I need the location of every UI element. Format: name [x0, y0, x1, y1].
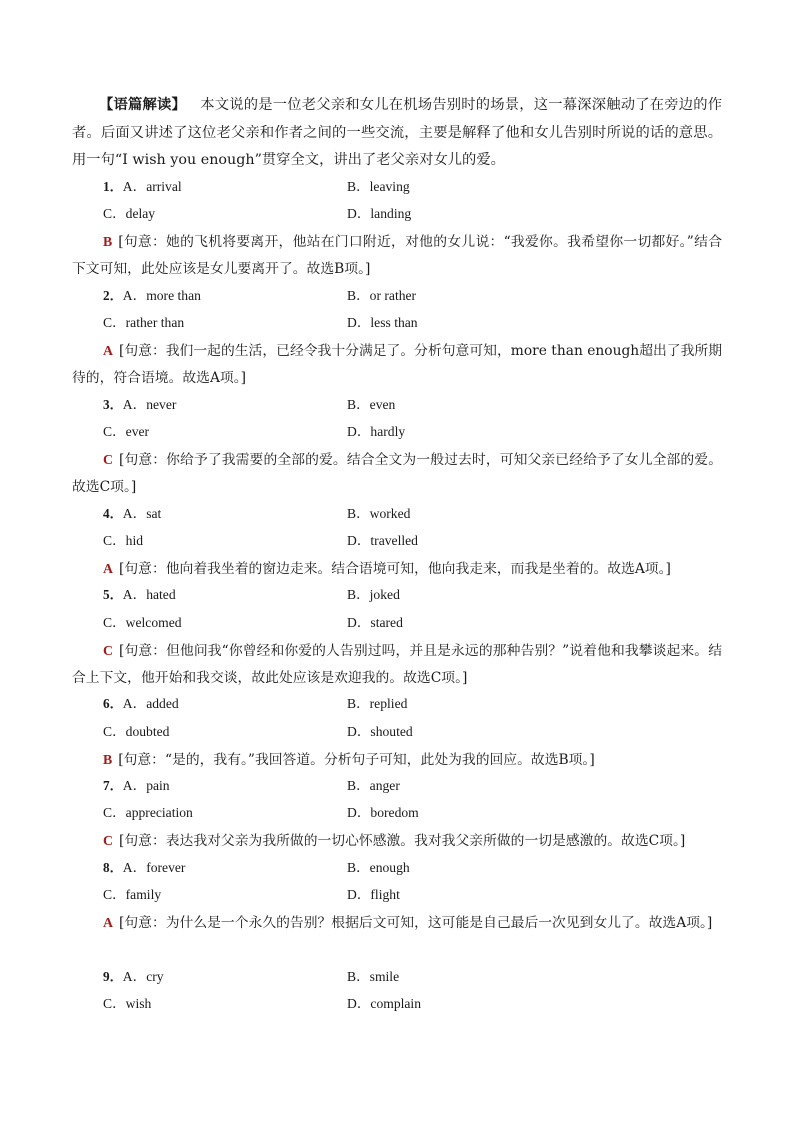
q4-option-c-text: C．hid — [103, 533, 144, 548]
q9-option-d — [347, 994, 421, 1015]
q6-explanation: [句意：“是的，我有。”我回答道。分析句子可知，此处为我的回应。故选B项。] — [118, 752, 595, 768]
q9-option-b — [347, 967, 399, 988]
q4-option-b — [347, 504, 410, 525]
q1-option-b — [347, 177, 410, 198]
q3-answer — [72, 446, 722, 502]
q4-explanation: [句意：他向着我坐着的窗边走来。结合语境可知，他向我走来，而我是坐着的。故选A项。] — [118, 561, 671, 577]
q7-option-d — [347, 803, 419, 824]
q8-option-b-text: B．enough — [347, 860, 410, 875]
summary-heading: 【语篇解读】 — [99, 97, 186, 113]
q2-answer-letter: A — [103, 343, 113, 358]
q5-option-b — [347, 585, 400, 606]
q5-options-row-1 — [103, 585, 176, 606]
q1-option-c-text: C．delay — [103, 206, 156, 221]
q5-option-b-text: B．joked — [347, 587, 400, 602]
q3-option-d — [347, 422, 405, 443]
q8-option-d-text: D．flight — [347, 887, 400, 902]
q2-option-b-text: B．or rather — [347, 288, 417, 303]
q5-number: 5． — [103, 587, 123, 602]
q8-explanation: [句意：为什么是一个永久的告别？根据后文可知，这可能是自己最后一次见到女儿了。故选A项。] — [118, 915, 713, 931]
q4-answer-letter: A — [103, 561, 113, 576]
q4-answer — [72, 555, 722, 583]
q7-answer-letter: C — [103, 833, 113, 848]
q8-answer-letter: A — [103, 915, 113, 930]
q2-option-d — [347, 313, 418, 334]
q4-options-row-1 — [103, 504, 161, 525]
q6-option-c — [103, 722, 169, 743]
q8-option-a: A．forever — [122, 860, 186, 875]
q9-number: 9． — [103, 969, 123, 984]
q7-explanation: [句意：表达我对父亲为我所做的一切心怀感激。我对我父亲所做的一切是感激的。故选C项。] — [118, 833, 686, 849]
q6-option-d — [347, 722, 413, 743]
q9-option-b-text: B．smile — [347, 969, 400, 984]
q3-option-a: A．never — [122, 397, 177, 412]
q9-options-row-1 — [103, 967, 164, 988]
q4-option-d-text: D．travelled — [347, 533, 418, 548]
q1-options-row-1 — [103, 177, 182, 198]
q9-option-d-text: D．complain — [347, 996, 421, 1011]
q7-answer — [72, 827, 722, 855]
q1-option-c — [103, 204, 155, 225]
q3-options-row-1 — [103, 395, 176, 416]
q4-option-c — [103, 531, 143, 552]
q5-explanation: [句意：但他问我“你曾经和你爱的人告别过吗，并且是永远的那种告别？”说着他和我攀谈起来。结合上下文，他开始和我交谈，故此处应该是欢迎我的。故选C项。] — [72, 643, 722, 687]
q5-option-a: A．hated — [122, 587, 176, 602]
q1-answer — [72, 228, 722, 284]
q1-option-d-text: D．landing — [347, 206, 412, 221]
q2-answer — [72, 337, 722, 393]
q6-option-b — [347, 694, 407, 715]
q7-options-row-1 — [103, 776, 170, 797]
q3-answer-letter: C — [103, 452, 113, 467]
q7-number: 7． — [103, 778, 123, 793]
q8-option-b — [347, 858, 410, 879]
q5-option-d-text: D．stared — [347, 615, 403, 630]
q3-explanation: [句意：你给予了我需要的全部的爱。结合全文为一般过去时，可知父亲已经给予了女儿全部的爱。故选C项。] — [72, 452, 722, 496]
q7-option-c — [103, 803, 193, 824]
q8-answer — [72, 909, 722, 937]
q1-option-d — [347, 204, 411, 225]
q3-option-b-text: B．even — [347, 397, 396, 412]
q6-options-row-1 — [103, 694, 179, 715]
q5-option-c-text: C．welcomed — [103, 615, 182, 630]
q8-option-d — [347, 885, 400, 906]
q8-option-c-text: C．family — [103, 887, 162, 902]
q5-answer — [72, 637, 722, 693]
q2-option-d-text: D．less than — [347, 315, 418, 330]
q2-option-c — [103, 313, 184, 334]
q6-option-b-text: B．replied — [347, 696, 408, 711]
q7-option-b — [347, 776, 400, 797]
q7-option-c-text: C．appreciation — [103, 805, 193, 820]
q6-answer — [72, 746, 722, 774]
q2-options-row-1 — [103, 286, 201, 307]
q9-option-a: A．cry — [122, 969, 164, 984]
q6-number: 6． — [103, 696, 123, 711]
q4-number: 4． — [103, 506, 123, 521]
q7-option-d-text: D．boredom — [347, 805, 419, 820]
q5-option-c — [103, 613, 182, 634]
q6-option-d-text: D．shouted — [347, 724, 413, 739]
q2-option-a: A．more than — [122, 288, 201, 303]
q3-option-d-text: D．hardly — [347, 424, 406, 439]
q1-option-a: A．arrival — [122, 179, 182, 194]
q6-answer-letter: B — [103, 752, 113, 767]
q3-number: 3． — [103, 397, 123, 412]
q5-option-d — [347, 613, 403, 634]
q6-option-c-text: C．doubted — [103, 724, 170, 739]
q3-option-c — [103, 422, 149, 443]
passage-summary — [72, 92, 722, 175]
q2-explanation: [句意：我们一起的生活，已经令我十分满足了。分析句意可知，more than enough超出了我所期待的，符合语境。故选A项。] — [72, 343, 722, 387]
q9-option-c — [103, 994, 151, 1015]
q7-option-b-text: B．anger — [347, 778, 400, 793]
q9-option-c-text: C．wish — [103, 996, 152, 1011]
q1-answer-letter: B — [103, 234, 113, 249]
q8-option-c — [103, 885, 161, 906]
q3-option-c-text: C．ever — [103, 424, 150, 439]
q6-option-a: A．added — [122, 696, 179, 711]
q2-option-c-text: C．rather than — [103, 315, 185, 330]
summary-text: 本文说的是一位老父亲和女儿在机场告别时的场景，这一幕深深触动了在旁边的作者。后面又讲述了这位老父亲和作者之间的一些交流，主要是解释了他和女儿告别时所说的话的意思。用一句“I wish you enough”贯穿全文，讲出了老父亲对女儿的爱。 — [72, 97, 723, 169]
q8-options-row-1 — [103, 858, 185, 879]
q4-option-a: A．sat — [122, 506, 162, 521]
q7-option-a: A．pain — [122, 778, 170, 793]
q1-explanation: [句意：她的飞机将要离开，他站在门口附近，对他的女儿说：“我爱你。我希望你一切都好。”结合下文可知，此处应该是女儿要离开了。故选B项。] — [72, 234, 722, 278]
q4-option-d — [347, 531, 418, 552]
q8-number: 8． — [103, 860, 123, 875]
q2-number: 2． — [103, 288, 123, 303]
q2-option-b — [347, 286, 416, 307]
q5-answer-letter: C — [103, 643, 113, 658]
q3-option-b — [347, 395, 395, 416]
q1-number: 1． — [103, 179, 123, 194]
q4-option-b-text: B．worked — [347, 506, 411, 521]
q1-option-b-text: B．leaving — [347, 179, 410, 194]
